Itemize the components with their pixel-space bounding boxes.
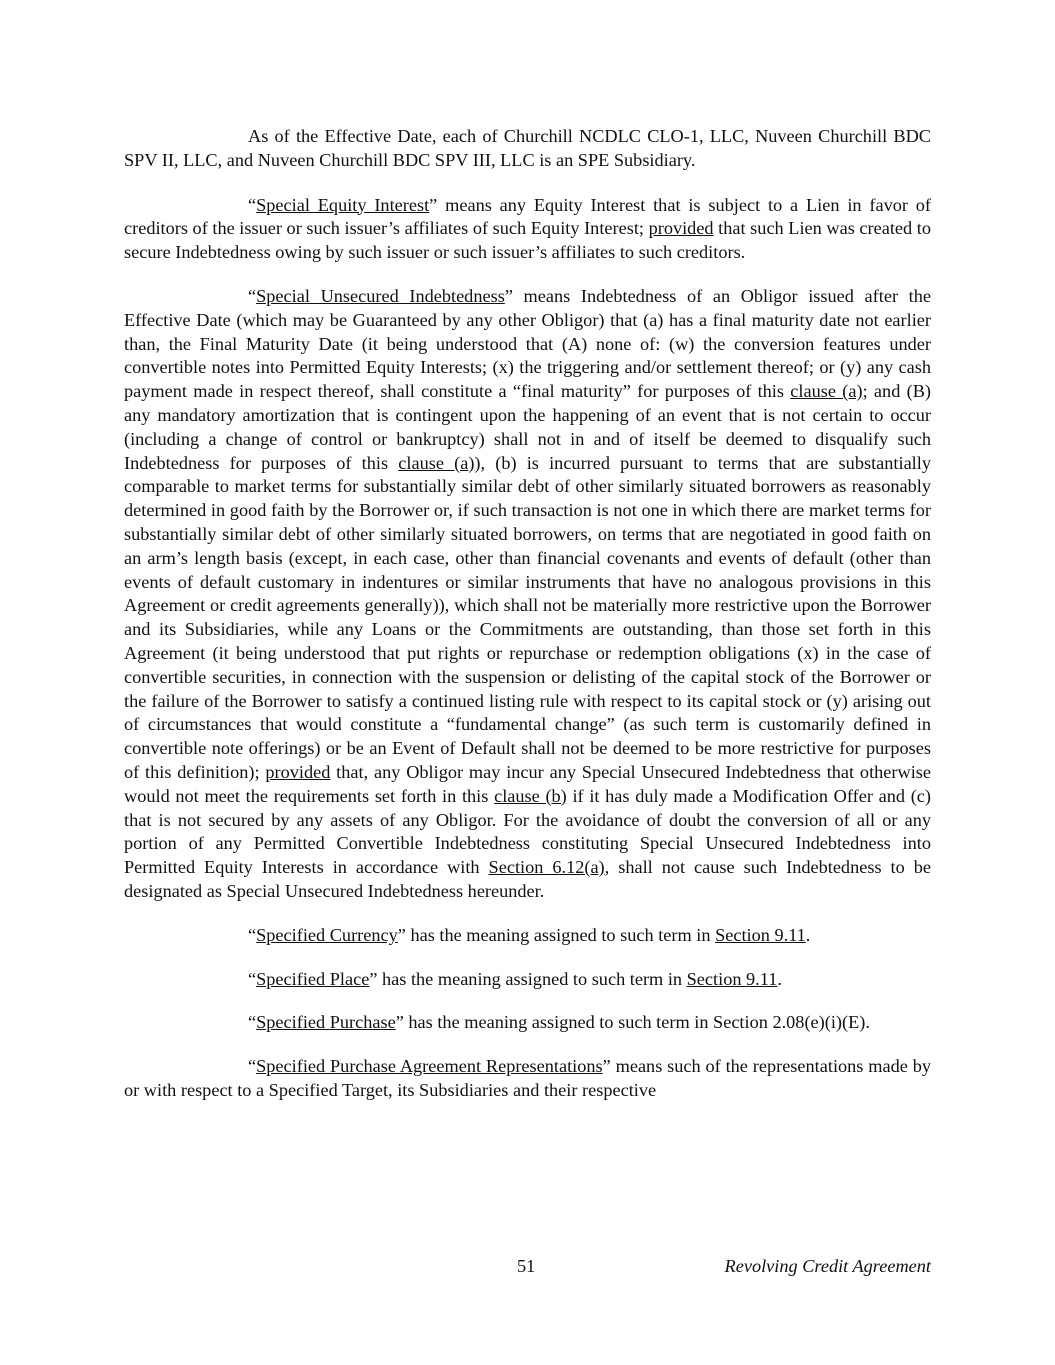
paragraph-special-unsecured-indebtedness <box>124 285 931 904</box>
defined-term: Specified Currency <box>256 924 398 945</box>
document-title: Revolving Credit Agreement <box>724 1256 931 1276</box>
text-segment: ” means any Equity Interest that is subject to a Lien in favor of creditors of the issuer or such issuer’s affiliates of such Equity Interest; <box>124 194 932 239</box>
defined-term: Specified Purchase <box>256 1012 396 1033</box>
paragraph-specified-place <box>124 968 931 992</box>
defined-term: Special Unsecured Indebtedness <box>256 285 505 306</box>
text-segment: “ <box>248 194 257 215</box>
cross-reference: clause (a) <box>790 381 863 402</box>
paragraph-specified-purchase-agreement-representations <box>124 1055 931 1103</box>
text-segment: “ <box>248 285 257 306</box>
text-segment: ” means such of the representations made by or with respect to a Specified Target, its Subsidiaries and their respective <box>124 1056 931 1100</box>
page-number: 51 <box>517 1256 536 1276</box>
text-segment: “ <box>248 924 257 945</box>
text-segment: As of the Effective Date, each of Churchill NCDLC CLO-1, LLC, Nuveen Churchill BDC SPV II, LLC, and Nuveen Churchill BDC SPV III, LLC is an SPE Subsidiary. <box>124 126 931 170</box>
text-segment: that such Lien was created to secure Indebtedness owing by such issuer or such issuer’s affiliates to such creditors. <box>124 218 931 263</box>
page-footer <box>0 1256 1055 1280</box>
text-segment: . <box>777 968 782 989</box>
text-segment: ” has the meaning assigned to such term in <box>369 968 687 989</box>
emphasis-provided: provided <box>265 761 331 782</box>
paragraph-spe-subsidiary <box>124 125 931 173</box>
paragraph-special-equity-interest <box>124 194 931 265</box>
text-segment: ), (b) is incurred pursuant to terms that are substantially comparable to market terms for substantially similar debt of other similarly situated borrowers as reasonably determined in good faith by the Borrower or, if such transaction is not one in which there are market terms for substantially similar debt of other similarly situated borrowers, on terms that are negotiated in good faith on an arm’s length basis (except, in each case, other than financial covenants and events of default (other than events of default customary in indentures or similar instruments that have no analogous provisions in this Agreement or credit agreements generally)), which shall not be materially more restrictive upon the Borrower and its Subsidiaries, while any Loans or the Commitments are outstanding, than those set forth in this Agreement (it being understood that put rights or repurchase or redemption obligations (x) in the case of convertible securities, in connection with the suspension or delisting of the capital stock of the Borrower or the failure of the Borrower to satisfy a continued listing rule with respect to its capital stock or (y) arising out of circumstances that would constitute a “fundamental change” (as such term is customarily defined in convertible note offerings) or be an Event of Default shall not be deemed to be more restrictive for purposes of this definition); <box>124 452 931 782</box>
cross-reference: clause (a) <box>398 452 475 473</box>
cross-reference: clause (b) <box>494 785 567 806</box>
text-segment: ” has the meaning assigned to such term in <box>397 924 716 945</box>
text-segment: . <box>805 924 811 945</box>
emphasis-provided: provided <box>648 218 714 239</box>
text-segment: “ <box>248 968 257 989</box>
paragraph-specified-purchase <box>124 1011 931 1035</box>
defined-term: Specified Purchase Agreement Representations <box>256 1056 603 1077</box>
text-segment: “ <box>248 1012 257 1033</box>
defined-term: Special Equity Interest <box>256 194 430 215</box>
text-segment: that, any Obligor may incur any Special Unsecured Indebtedness that otherwise would not meet the requirements set forth in this <box>124 761 932 806</box>
text-segment: “ <box>248 1056 257 1077</box>
document-body <box>124 125 931 1123</box>
text-segment: , shall not cause such Indebtedness to be designated as Special Unsecured Indebtedness hereunder. <box>124 857 931 901</box>
cross-reference: Section 6.12(a) <box>488 857 605 878</box>
text-segment: if it has duly made a Modification Offer and (c) that is not secured by any assets of any Obligor. For the avoidance of doubt the conversion of all or any portion of any Permitted Convertible Indebtedness constituting Special Unsecured Indebtedness into Permitted Equity Interests in accordance with <box>124 785 931 878</box>
text-segment: ; and (B) any mandatory amortization that is contingent upon the happening of an event that is not certain to occur (including a change of control or bankruptcy) shall not in and of itself be deemed to disqualify such Indebtedness for purposes of this <box>124 381 931 473</box>
cross-reference: Section 9.11 <box>715 924 806 945</box>
defined-term: Specified Place <box>256 968 370 989</box>
text-segment: ” means Indebtedness of an Obligor issued after the Effective Date (which may be Guaranteed by any other Obligor) that (a) has a final maturity date not earlier than, the Final Maturity Date (it being understood that (A) none of: (w) the conversion features under convertible notes into Permitted Equity Interests; (x) the triggering and/or settlement thereof; or (y) any cash payment made in respect thereof, shall constitute a “final maturity” for purposes of this <box>124 285 931 402</box>
paragraph-specified-currency <box>124 924 931 948</box>
cross-reference: Section 9.11 <box>686 968 778 989</box>
text-segment: ” has the meaning assigned to such term in Section 2.08(e)(i)(E). <box>395 1012 870 1033</box>
